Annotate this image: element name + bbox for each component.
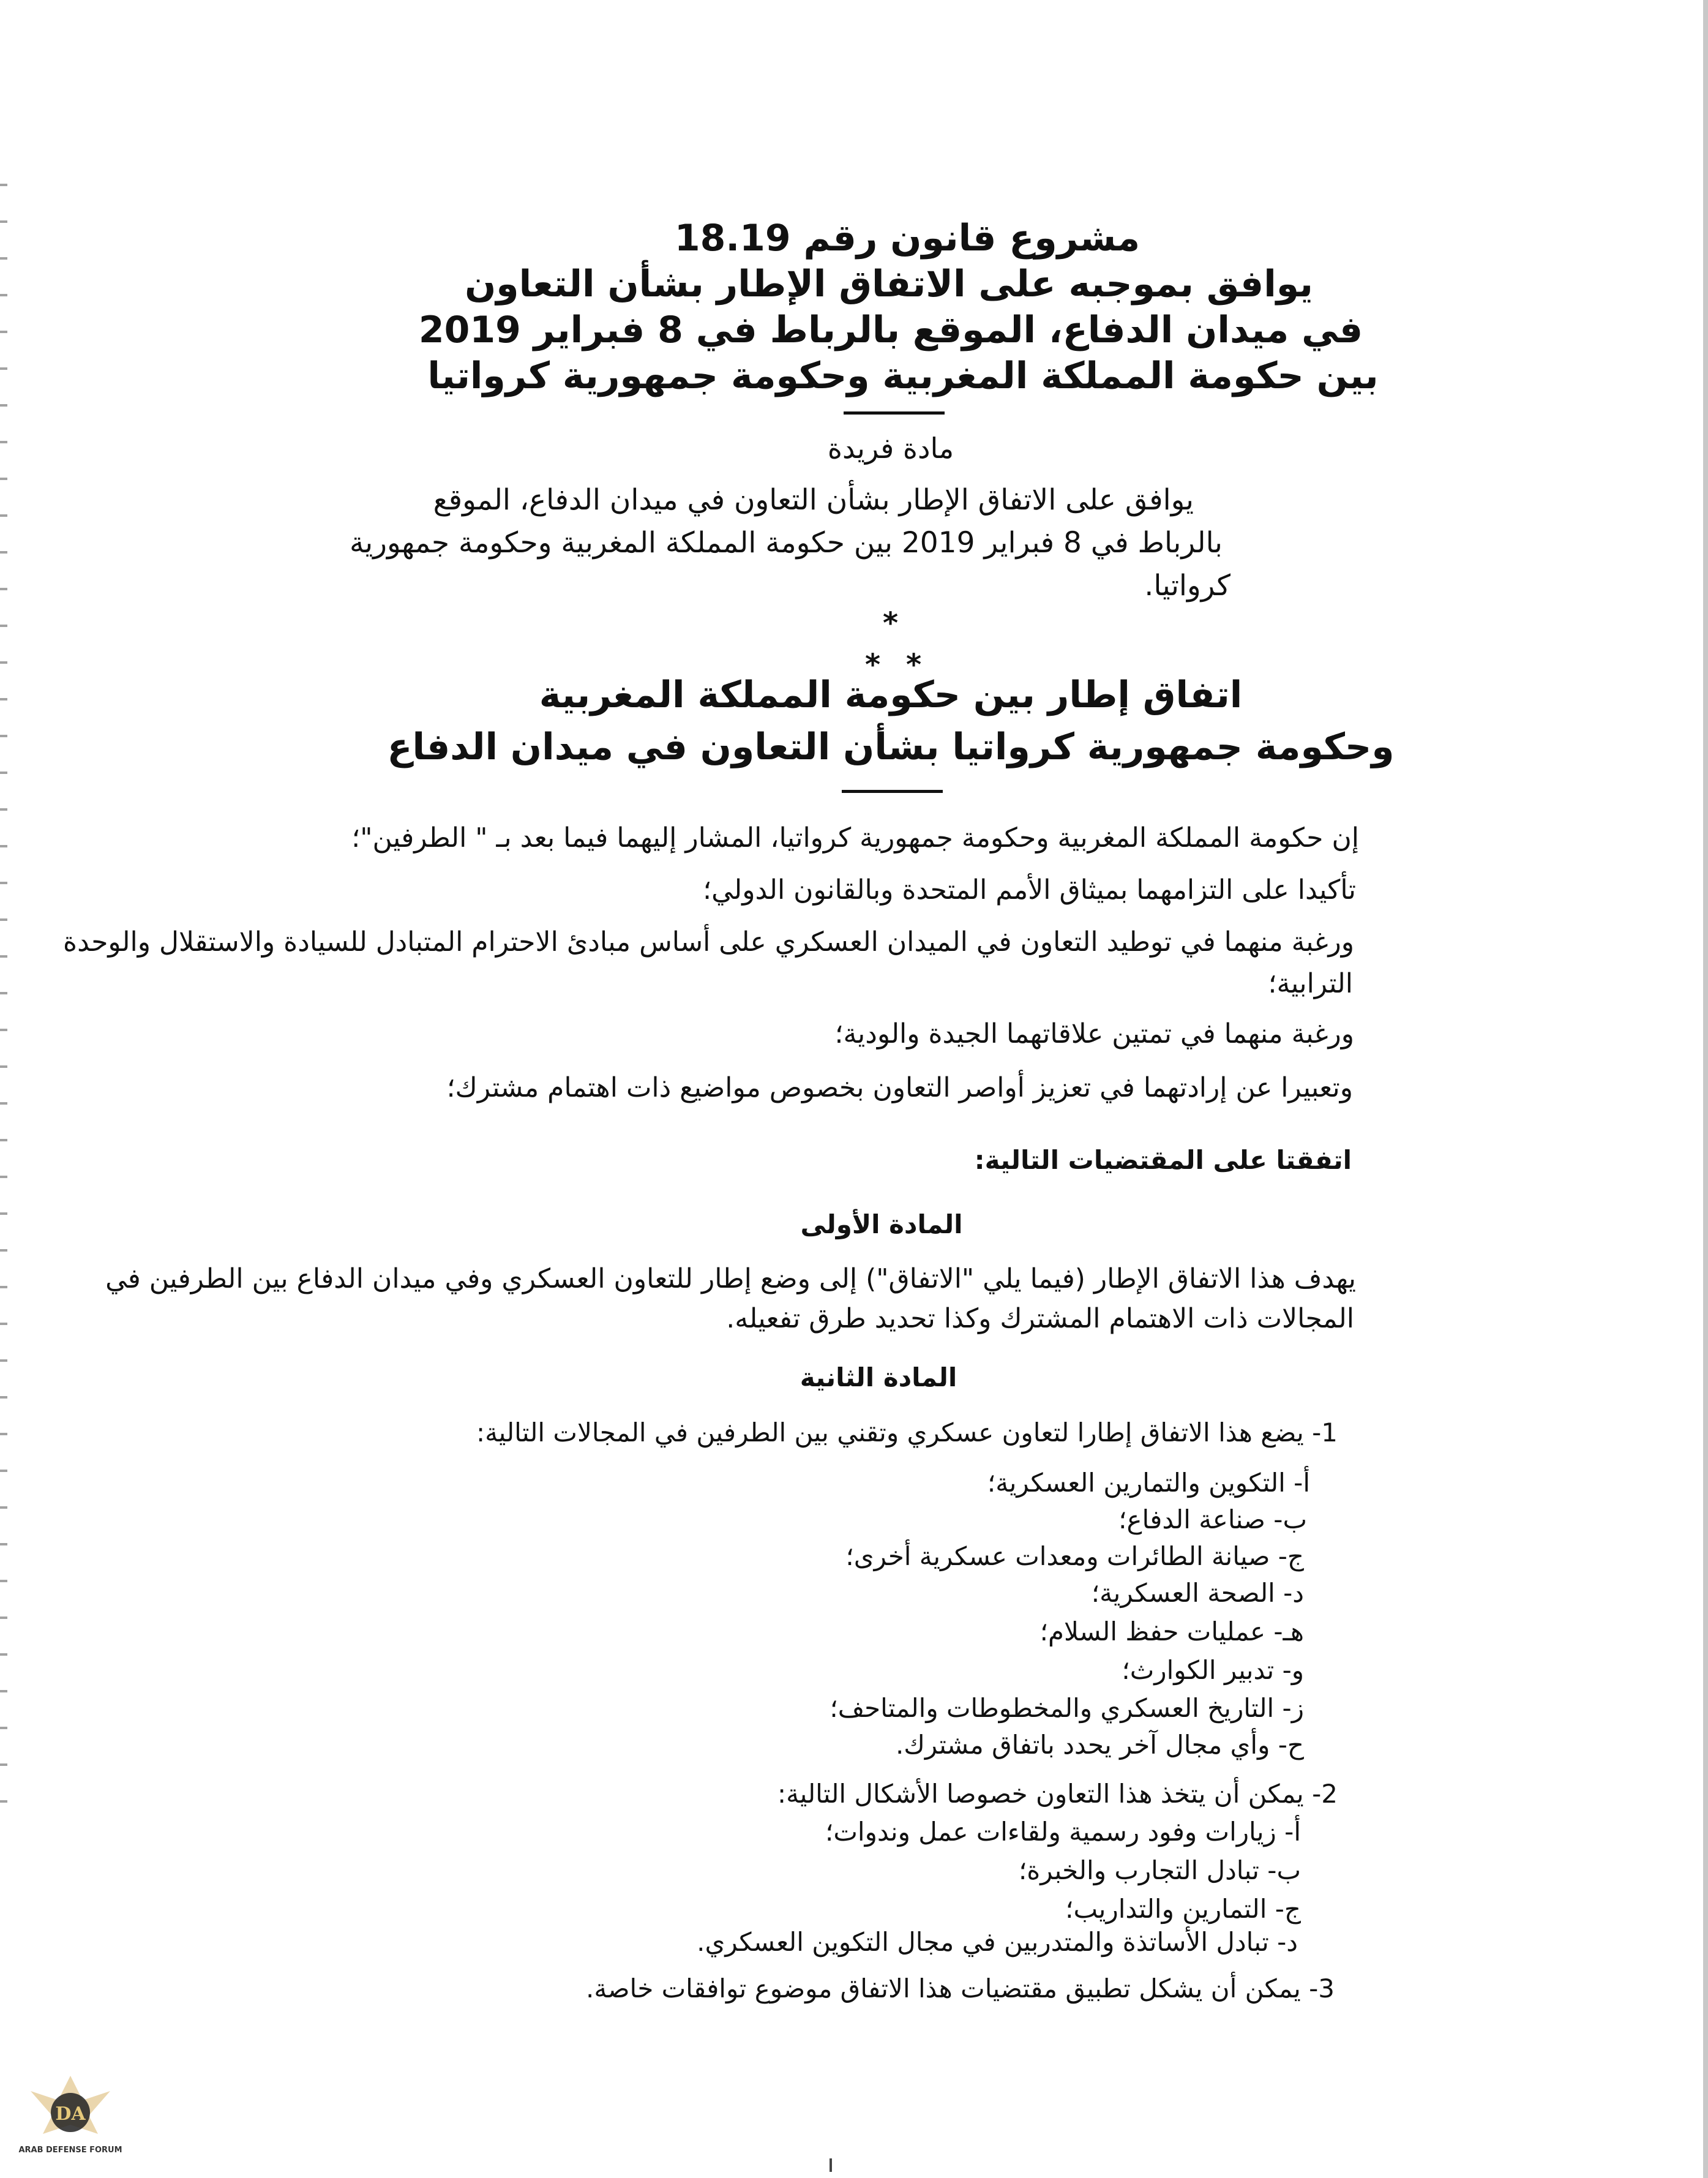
logo-text: ARAB DEFENSE FORUM [18,2146,122,2155]
separator-star: * [906,648,922,682]
article-2-clause-1: 1- يضع هذا الاتفاق إطارا لتعاون عسكري وتقني بين الطرفين في المجالات التالية: [476,1418,1338,1448]
list-item: أ- زيارات وفود رسمية ولقاءات عمل وندوات؛ [825,1817,1301,1847]
preamble-line: تأكيدا على التزامهما بميثاق الأمم المتحدة وبالقانون الدولي؛ [703,874,1356,906]
agreement-title: اتفاق إطار بين حكومة المملكة المغربية [539,674,1243,716]
list-item: هـ- عمليات حفظ السلام؛ [1039,1617,1304,1647]
single-article-line: كرواتيا. [1144,569,1230,603]
article-2-heading: المادة الثانية [800,1362,957,1392]
forum-logo [18,2063,122,2168]
preamble-line: ورغبة منهما في توطيد التعاون في الميدان العسكري على أساس مبادئ الاحترام المتبادل للسيادة والاستقلال والوحدة [63,926,1354,958]
separator-star: * [883,606,899,640]
article-1-heading: المادة الأولى [800,1209,963,1239]
single-article-heading: مادة فريدة [827,432,954,465]
article-1-line: المجالات ذات الاهتمام المشترك وكذا تحديد طرق تفعيله. [726,1303,1354,1334]
list-item: د- تبادل الأساتذة والمتدربين في مجال التكوين العسكري. [697,1927,1298,1957]
bill-title-line: بين حكومة المملكة المغربية وحكومة جمهورية كرواتيا [427,355,1379,397]
list-item: ب- صناعة الدفاع؛ [1118,1504,1307,1534]
list-item: ج- صيانة الطائرات ومعدات عسكرية أخرى؛ [845,1541,1304,1571]
article-1-line: يهدف هذا الاتفاق الإطار (فيما يلي "الاتفاق") إلى وضع إطار للتعاون العسكري وفي ميدان الدفاع بين الطرفين في [105,1263,1356,1294]
preamble-line: وتعبيرا عن إرادتهما في تعزيز أواصر التعاون بخصوص مواضيع ذات اهتمام مشترك؛ [446,1072,1353,1103]
scan-punch-marks [0,184,7,1837]
section-divider [842,790,943,793]
logo-initials: DA [55,2103,86,2125]
list-item: د- الصحة العسكرية؛ [1091,1578,1304,1608]
eagle-logo-icon [18,2063,122,2168]
article-2-clause-2: 2- يمكن أن يتخذ هذا التعاون خصوصا الأشكال التالية: [777,1779,1338,1809]
list-item: ج- التمارين والتداريب؛ [1065,1894,1301,1924]
scan-edge [1703,0,1708,2178]
agreed-provisions: اتفقتا على المقتضيات التالية: [974,1145,1352,1175]
list-item: ب- تبادل التجارب والخبرة؛ [1018,1855,1301,1885]
separator-star: * [865,648,881,682]
agreement-title: وحكومة جمهورية كرواتيا بشأن التعاون في ميدان الدفاع [387,726,1395,768]
list-item: ح- وأي مجال آخر يحدد باتفاق مشترك. [895,1730,1304,1760]
preamble-line: إن حكومة المملكة المغربية وحكومة جمهورية كرواتيا، المشار إليهما فيما بعد بـ " الطرفين"؛ [351,822,1359,854]
bill-title-line: يوافق بموجبه على الاتفاق الإطار بشأن التعاون [465,263,1313,306]
list-item: و- تدبير الكوارث؛ [1122,1655,1304,1685]
bill-number-title: مشروع قانون رقم 18.19 [674,217,1141,260]
single-article-line: بالرباط في 8 فبراير 2019 بين حكومة المملكة المغربية وحكومة جمهورية [349,526,1223,560]
preamble-line: الترابية؛ [1268,968,1353,999]
preamble-line: ورغبة منهما في تمتين علاقاتهما الجيدة والودية؛ [834,1018,1354,1050]
bill-title-line: في ميدان الدفاع، الموقع بالرباط في 8 فبراير 2019 [418,309,1363,351]
scan-mark [830,2158,832,2172]
article-2-clause-3: 3- يمكن أن يشكل تطبيق مقتضيات هذا الاتفاق موضوع توافقات خاصة. [586,1973,1335,2003]
section-divider [844,411,945,415]
single-article-line: يوافق على الاتفاق الإطار بشأن التعاون في ميدان الدفاع، الموقع [433,483,1194,517]
list-item: أ- التكوين والتمارين العسكرية؛ [987,1468,1310,1498]
list-item: ز- التاريخ العسكري والمخطوطات والمتاحف؛ [830,1693,1304,1723]
